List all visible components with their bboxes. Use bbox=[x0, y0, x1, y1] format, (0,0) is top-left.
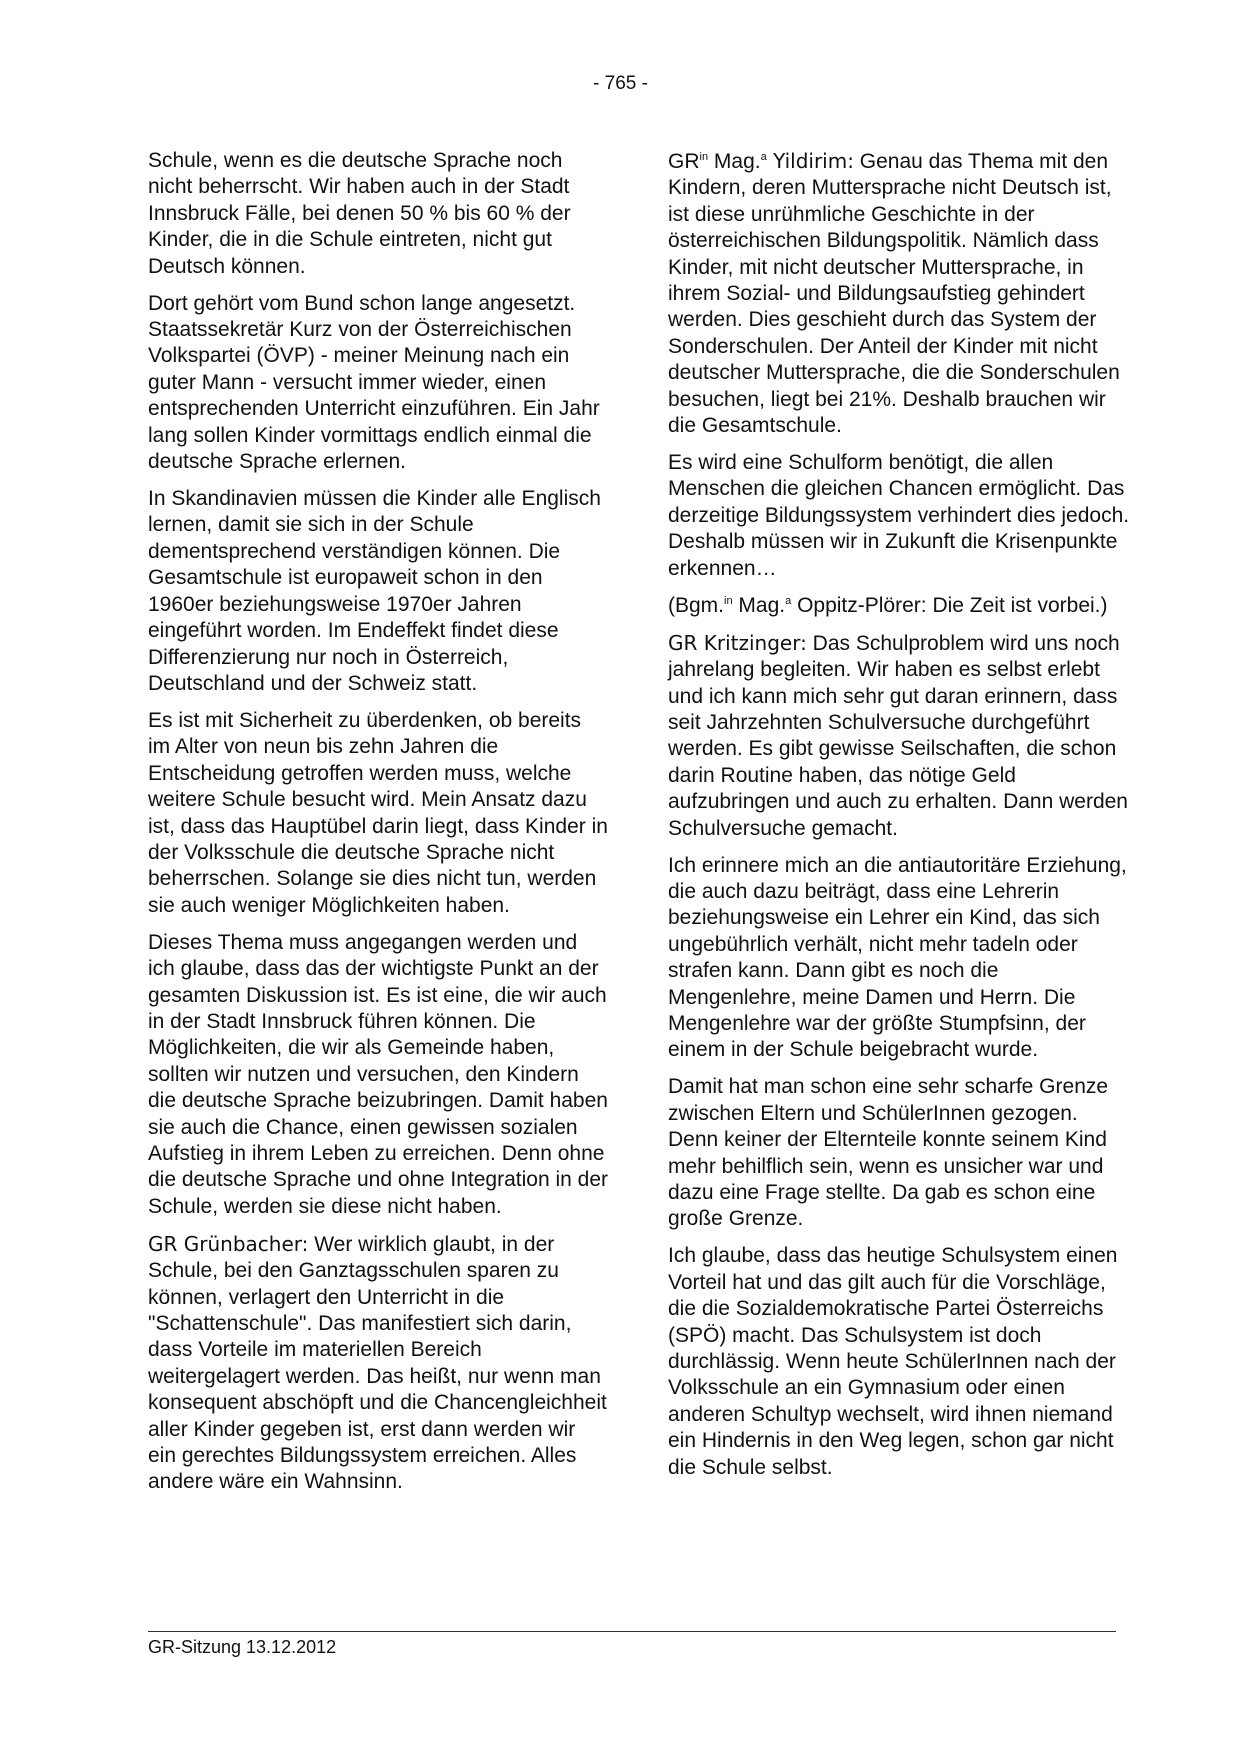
paragraph: In Skandinavien müssen die Kinder alle Englisch lernen, damit sie sich in der Schule dementsprechend verständigen können. Die Gesamtschule ist europaweit schon in den 1960er beziehungsweise 1970er Jahren eingeführt worden. Im Endeffekt findet diese Differenzierung nur noch in Österreich, Deutschland und der Schweiz statt. bbox=[148, 487, 601, 695]
speech-text: Das Schulproblem wird uns noch jahrelang begleiten. Wir haben es selbst erlebt und ich kann mich sehr gut daran erinnern, dass seit Jahrzehnten Schulversuche durchgeführt werden. Es gibt gewisse Seilschaften, die schon darin Routine haben, das nötige Geld aufzubringen und auch zu erhalten. Dann werden Schulversuche gemacht. bbox=[668, 631, 1128, 840]
interjection-title: (Bgm. bbox=[668, 593, 725, 617]
paragraph: Dieses Thema muss angegangen werden und ich glaube, dass das der wichtigste Punkt an der gesamten Diskussion ist. Es ist eine, die wir auch in der Stadt Innsbruck führen können. Die Möglichkeiten, die wir als Gemeinde haben, sollten wir nutzen und versuchen, den Kindern die deutsche Sprache beizubringen. Damit haben sie auch die Chance, einen gewissen sozialen Aufstieg in ihrem Leben zu erreichen. Denn ohne die deutsche Sprache und ohne Integration in der Schule, werden sie diese nicht haben. bbox=[148, 930, 609, 1218]
speech-paragraph bbox=[668, 148, 1130, 439]
footer-text: GR-Sitzung 13.12.2012 bbox=[148, 1637, 337, 1657]
footer-divider bbox=[148, 1631, 1116, 1632]
speech-text: Wer wirklich glaubt, in der Schule, bei den Ganztagsschulen sparen zu können, verlagert den Unterricht in die "Schattenschule". Das manifestiert sich darin, dass Vorteile im materiellen Bereich weitergelagert werden. Das heißt, nur wenn man konsequent abschöpft und die Chancengleichheit aller Kinder gegeben ist, erst dann werden wir ein gerechtes Bildungssystem erreichen. Alles andere wäre ein Wahnsinn. bbox=[148, 1232, 607, 1494]
interjection bbox=[668, 593, 1130, 619]
speaker-title: GR bbox=[668, 150, 700, 173]
superscript: a bbox=[785, 594, 792, 607]
right-column bbox=[668, 148, 1130, 1492]
paragraph: Dort gehört vom Bund schon lange angesetzt. Staatssekretär Kurz von der Österreichischen Volkspartei (ÖVP) - meiner Meinung nach ein guter Mann - versucht immer wieder, einen entsprechenden Unterricht einzuführen. Ein Jahr lang sollen Kinder vormittags endlich einmal die deutsche Sprache erlernen. bbox=[148, 291, 600, 474]
paragraph: Ich erinnere mich an die antiautoritäre Erziehung, die auch dazu beiträgt, dass eine Lehrerin beziehungsweise ein Lehrer ein Kind, das sich ungebührlich verhält, nicht mehr tadeln oder strafen kann. Dann gibt es noch die Mengenlehre, meine Damen und Herrn. Die Mengenlehre war der größte Stumpfsinn, der einem in der Schule beigebracht wurde. bbox=[668, 853, 1127, 1062]
superscript: in bbox=[699, 151, 709, 163]
page-number: - 765 - bbox=[593, 73, 648, 94]
left-column bbox=[148, 148, 608, 1506]
interjection-title: Mag. bbox=[732, 593, 786, 617]
paragraph: Ich glaube, dass das heutige Schulsystem einen Vorteil hat und das gilt auch für die Vorschläge, die die Sozialdemokratische Partei Österreichs (SPÖ) macht. Das Schulsystem ist doch durchlässig. Wenn heute SchülerInnen nach der Volksschule an ein Gymnasium oder einen anderen Schultyp wechselt, wird ihnen niemand ein Hindernis in den Weg legen, schon gar nicht die Schule selbst. bbox=[668, 1244, 1118, 1479]
superscript: in bbox=[724, 594, 733, 607]
superscript: a bbox=[760, 151, 767, 163]
speech-paragraph bbox=[668, 630, 1130, 842]
paragraph: Es ist mit Sicherheit zu überdenken, ob bereits im Alter von neun bis zehn Jahren die Entscheidung getroffen werden muss, welche weitere Schule besucht wird. Mein Ansatz dazu ist, dass das Hauptübel darin liegt, dass Kinder in der Volksschule die deutsche Sprache nicht beherrschen. Solange sie dies nicht tun, werden sie auch weniger Möglichkeiten haben. bbox=[148, 708, 608, 917]
speaker-name: GR Grünbacher: bbox=[148, 1231, 309, 1256]
paragraph: Damit hat man schon eine sehr scharfe Grenze zwischen Eltern und SchülerInnen gezogen. Denn keiner der Elternteile konnte seinem Kind mehr behilflich sein, wenn es unsicher war und dazu eine Frage stellte. Da gab es schon eine große Grenze. bbox=[668, 1075, 1109, 1231]
interjection-text: Oppitz-Plörer: Die Zeit ist vorbei.) bbox=[791, 593, 1108, 617]
speaker-name: Yildirim: bbox=[766, 149, 854, 173]
speaker-name: GR Kritzinger: bbox=[668, 630, 807, 655]
speech-text: Genau das Thema mit den Kindern, deren Muttersprache nicht Deutsch ist, ist diese unrühmliche Geschichte in der österreichischen Bildungspolitik. Nämlich dass Kinder, mit nicht deutscher Muttersprache, in ihrem Sozial- und Bildungsaufstieg gehindert werden. Dies geschieht durch das System der Sonderschulen. Der Anteil der Kinder mit nicht deutscher Muttersprache, die die Sonderschulen besuchen, liegt bei 21%. Deshalb brauchen wir die Gesamtschule. bbox=[668, 150, 1120, 438]
paragraph: Schule, wenn es die deutsche Sprache noch nicht beherrscht. Wir haben auch in der Stadt Innsbruck Fälle, bei denen 50 % bis 60 % der Kinder, die in die Schule eintreten, nicht gut Deutsch können. bbox=[148, 149, 571, 278]
paragraph: Es wird eine Schulform benötigt, die allen Menschen die gleichen Chancen ermöglicht. Das derzeitige Bildungssystem verhindert dies jedoch. Deshalb müssen wir in Zukunft die Krisenpunkte erkennen… bbox=[668, 451, 1130, 580]
speaker-title: Mag. bbox=[708, 150, 761, 173]
speech-paragraph bbox=[148, 1231, 608, 1496]
